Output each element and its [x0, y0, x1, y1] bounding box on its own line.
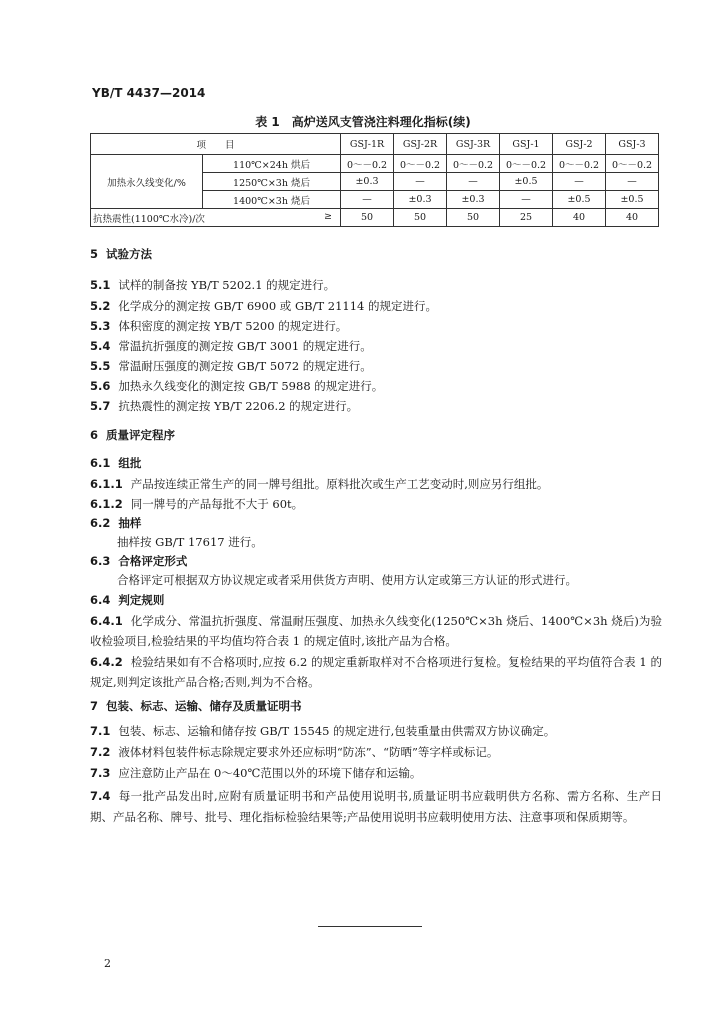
clause-number: 5.1	[90, 278, 111, 292]
clause-number: 5.6	[90, 379, 111, 393]
value-cell: 50	[341, 209, 394, 227]
group-label: 加热永久线变化/%	[91, 155, 203, 209]
value-cell: —	[394, 173, 447, 191]
clause-text: 应注意防止产品在 0～40℃范围以外的环境下储存和运输。	[118, 766, 422, 780]
clause-text: 常温耐压强度的测定按 GB/T 5072 的规定进行。	[118, 359, 372, 373]
value-cell: ±0.5	[606, 191, 659, 209]
standard-code: YB/T 4437—2014	[92, 86, 206, 100]
condition-cell: 110℃×24h 烘后	[203, 155, 341, 173]
section-title: 试验方法	[106, 247, 153, 261]
col-header: GSJ-2R	[394, 134, 447, 155]
value-cell: 25	[500, 209, 553, 227]
table-title: 表 1 高炉送风支管浇注料理化指标(续)	[255, 115, 471, 129]
clause-number: 5.7	[90, 399, 111, 413]
clause-text: 化学成分的测定按 GB/T 6900 或 GB/T 21114 的规定进行。	[118, 299, 438, 313]
clause-text: 抗热震性的测定按 YB/T 2206.2 的规定进行。	[118, 399, 359, 413]
col-header: GSJ-2	[553, 134, 606, 155]
col-header: GSJ-3	[606, 134, 659, 155]
clause-7-4	[90, 786, 662, 828]
clause-number: 7.1	[90, 724, 111, 738]
table-row	[91, 155, 659, 173]
clause-number: 6.4	[90, 593, 111, 607]
clause-text: 每一批产品发出时,应附有质量证明书和产品使用说明书,质量证明书应载明供方名称、需方名称、生产日期、产品名称、牌号、批号、理化指标检验结果等;产品使用说明书应载明使用方法、注意事项和保质期等。	[90, 789, 662, 824]
table-row	[91, 209, 659, 227]
section-6-heading	[90, 427, 662, 443]
clause-6-4-2	[90, 652, 662, 692]
clause-text: 液体材料包装件标志除规定要求外还应标明“防冻”、“防晒”等字样或标记。	[118, 745, 499, 759]
clause-6-4	[90, 592, 662, 608]
clause-6-1	[90, 455, 662, 471]
clause-number: 7.2	[90, 745, 111, 759]
clause-number: 6.2	[90, 516, 111, 530]
clause-6-1-2	[90, 496, 662, 512]
value-cell: ±0.3	[447, 191, 500, 209]
value-cell: —	[447, 173, 500, 191]
value-cell: 0～－0.2	[606, 155, 659, 173]
col-header: GSJ-1	[500, 134, 553, 155]
clause-title: 合格评定形式	[118, 554, 188, 568]
clause-6-3-text: 合格评定可根据双方协议规定或者采用供货方声明、使用方认定或第三方认证的形式进行。	[117, 573, 577, 587]
value-cell: —	[500, 191, 553, 209]
clause-title: 组批	[118, 456, 142, 470]
clause-text: 加热永久线变化的测定按 GB/T 5988 的规定进行。	[118, 379, 384, 393]
clause-number: 7.4	[90, 789, 111, 803]
clause-6-4-1	[90, 611, 662, 651]
condition-cell: 1250℃×3h 烧后	[203, 173, 341, 191]
section-number: 6	[90, 428, 99, 442]
col-header: GSJ-1R	[341, 134, 394, 155]
page-number: 2	[104, 957, 111, 970]
value-cell: 0～－0.2	[447, 155, 500, 173]
clause-7-2	[90, 744, 662, 760]
clause-7-3	[90, 765, 662, 781]
value-cell: ±0.5	[500, 173, 553, 191]
clause-number: 6.4.1	[90, 614, 123, 628]
section-7-heading	[90, 698, 662, 714]
clause-text: 体积密度的测定按 YB/T 5200 的规定进行。	[118, 319, 348, 333]
section-5-heading	[90, 246, 662, 262]
value-cell: 50	[447, 209, 500, 227]
clause-number: 5.3	[90, 319, 111, 333]
clause-6-3	[90, 553, 662, 569]
value-cell: 0～－0.2	[341, 155, 394, 173]
clause-text: 检验结果如有不合格项时,应按 6.2 的规定重新取样对不合格项进行复检。复检结果的平均值符合表 1 的规定,则判定该批产品合格;否则,判为不合格。	[90, 655, 662, 689]
value-cell: —	[606, 173, 659, 191]
clause-text: 化学成分、常温抗折强度、常温耐压强度、加热永久线变化(1250℃×3h 烧后、1400℃×3h 烧后)为验收检验项目,检验结果的平均值均符合表 1 的规定值时,该批产品为合格。	[90, 614, 662, 648]
value-cell: 40	[553, 209, 606, 227]
clause-title: 判定规则	[118, 593, 165, 607]
section-number: 7	[90, 699, 99, 713]
section-number: 5	[90, 247, 99, 261]
item-header: 项 目	[91, 134, 341, 155]
clause-text: 产品按连续正常生产的同一牌号组批。原料批次或生产工艺变动时,则应另行组批。	[130, 477, 549, 491]
clause-number: 7.3	[90, 766, 111, 780]
value-cell: 0～－0.2	[500, 155, 553, 173]
value-cell: ±0.3	[394, 191, 447, 209]
clause-7-1	[90, 723, 662, 739]
clause-number: 6.4.2	[90, 655, 123, 669]
value-cell: —	[341, 191, 394, 209]
thermal-shock-label-cell	[91, 209, 341, 227]
value-cell: 0～－0.2	[553, 155, 606, 173]
footer-divider	[318, 926, 422, 927]
clause-number: 6.3	[90, 554, 111, 568]
section-title: 包装、标志、运输、储存及质量证明书	[106, 699, 302, 713]
clause-6-1-1	[90, 476, 662, 492]
value-cell: 50	[394, 209, 447, 227]
clause-6-2-text: 抽样按 GB/T 17617 进行。	[117, 535, 263, 549]
clause-text: 试样的制备按 YB/T 5202.1 的规定进行。	[118, 278, 336, 292]
clause-number: 6.1	[90, 456, 111, 470]
value-cell: ±0.5	[553, 191, 606, 209]
clause-number: 5.4	[90, 339, 111, 353]
clause-5-4	[90, 338, 662, 354]
clause-title: 抽样	[118, 516, 142, 530]
value-cell: 0～－0.2	[394, 155, 447, 173]
clause-number: 6.1.1	[90, 477, 123, 491]
value-cell: 40	[606, 209, 659, 227]
clause-text: 同一牌号的产品每批不大于 60t。	[130, 497, 304, 511]
table-header-row	[91, 134, 659, 155]
clause-5-6	[90, 378, 662, 394]
clause-5-7	[90, 398, 662, 414]
geq-symbol: ≥	[324, 210, 333, 222]
spec-table	[90, 133, 659, 227]
clause-5-2	[90, 298, 662, 314]
col-header: GSJ-3R	[447, 134, 500, 155]
clause-number: 5.5	[90, 359, 111, 373]
condition-cell: 1400℃×3h 烧后	[203, 191, 341, 209]
clause-5-5	[90, 358, 662, 374]
clause-number: 6.1.2	[90, 497, 123, 511]
thermal-shock-label: 抗热震性(1100℃水冷)/次	[93, 213, 205, 225]
clause-5-1	[90, 277, 662, 293]
clause-5-3	[90, 318, 662, 334]
clause-text: 常温抗折强度的测定按 GB/T 3001 的规定进行。	[118, 339, 372, 353]
clause-6-2	[90, 515, 662, 531]
section-title: 质量评定程序	[106, 428, 176, 442]
value-cell: —	[553, 173, 606, 191]
clause-text: 包装、标志、运输和储存按 GB/T 15545 的规定进行,包装重量由供需双方协议确定。	[118, 724, 556, 738]
clause-number: 5.2	[90, 299, 111, 313]
value-cell: ±0.3	[341, 173, 394, 191]
